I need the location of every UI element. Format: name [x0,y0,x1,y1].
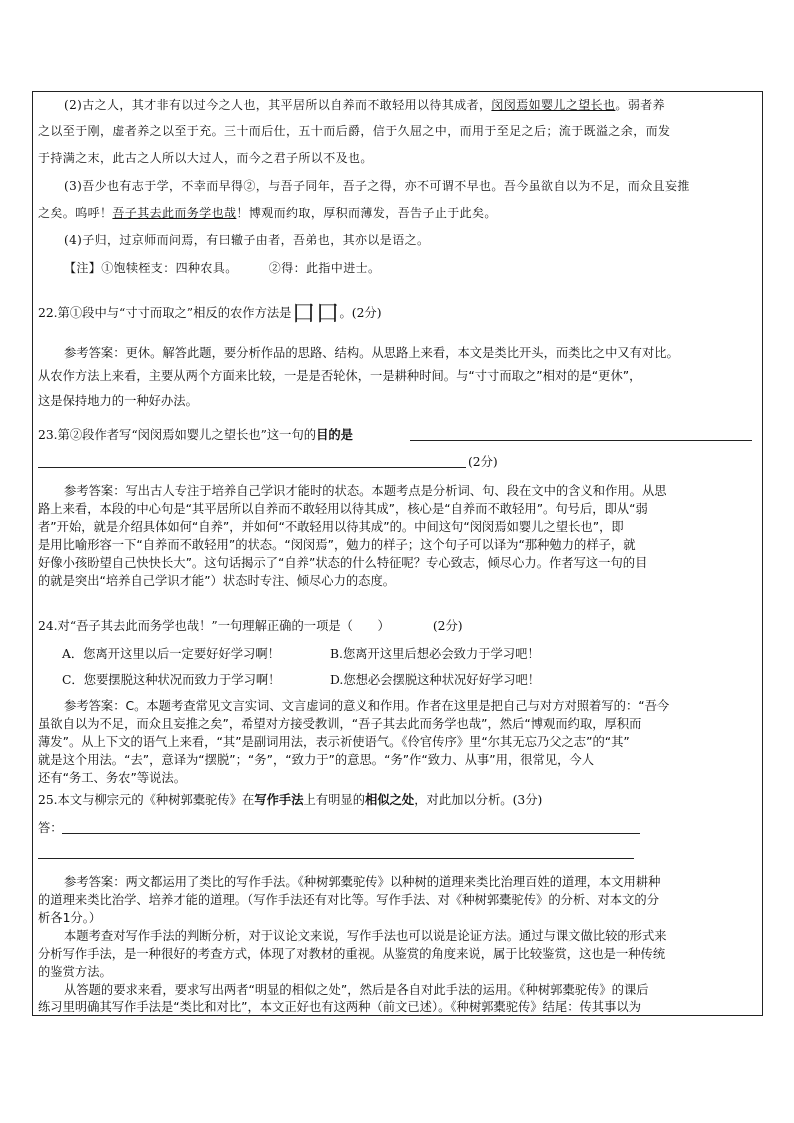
q25-answer-line: 参考答案：两文都运用了类比的写作手法。《种树郭橐驼传》以种树的道理来类比治理百姓的道理，本文用耕种 [64,875,661,889]
option-c: C．您要摆脱这种状况而致力于学习啊！ [62,673,281,687]
answer-blank-line [62,833,640,834]
q25-answer-line: 析各1分。） [38,911,102,925]
q25-answer-line: 练习里明确其写作手法是“类比和对比”，本文正好也有这两种（前文已述）。《种树郭橐驼传》结尾：传其事以为 [38,1000,641,1014]
underlined-sentence: 吾子其去此而务学也哉 [112,206,237,220]
q23-answer-line: 是用比喻形容一下“自养而不敢轻用”的状态。“闵闵焉”，勉力的样子；这个句子可以译为“那种勉力的样子，就 [38,538,636,552]
underlined-phrase: 闵闵焉如婴儿之望长也 [491,98,616,112]
passage-p2-line3: 于持满之末，此古之人所以大过人，而今之君子所以不及也。 [38,151,373,165]
q23-answer-line: 路上来看，本段的中心句是“其平居所以自养而不敢轻用以待其成”，核心是“自养而不敢轻用”。句号后，即从“弱 [38,502,648,516]
q23-answer-line: 参考答案：写出古人专注于培养自己学识才能时的状态。本题考点是分析词、句、段在文中的含义和作用。从思 [64,484,667,498]
q25-answer-line: 从答题的要求来看，要求写出两者“明显的相似之处”，然后是各自对此手法的运用。《种树郭橐驼传》的课后 [64,983,649,997]
q24-answer-line: 还有“务工、务农”等说法。 [38,771,187,785]
option-d: D.您想必会摆脱这种状况好好学习吧！ [330,673,541,687]
answer-label: 答： [38,821,63,835]
q23-score: (2分) [468,455,498,469]
q25-answer-line: 的鉴赏方法。 [38,965,112,979]
question-25: 25.本文与柳宗元的《种树郭橐驼传》在写作手法上有明显的相似之处，对此加以分析。(3分) [38,792,543,807]
passage-p3-line2: 之矣。呜呼！吾子其去此而务学也哉！博观而约取，厚积而薄发，吾告子止于此矣。 [38,206,497,220]
answer-blank-line [38,467,466,468]
answer-blank-line [410,440,752,441]
q24-answer-line: 虽欲自以为不足，而众且妄推之矣”，希望对方接受教训，“吾子其去此而务学也哉”，然后“博观而约取，厚积而 [38,717,642,731]
answer-boxes: 口口 [291,299,340,327]
q22-answer-line: 参考答案：更休。解答此题，要分析作品的思路、结构。从思路上来看，本文是类比开头，而类比之中又有对比。 [64,346,679,360]
passage-p3-line1: (3)吾少也有志于学，不幸而早得②，与吾子同年，吾子之得，亦不可谓不早也。吾今虽欲自以为不足，而众且妄推 [64,179,690,193]
passage-p2-line1: (2)古之人，其才非有以过今之人也，其平居所以自养而不敢轻用以待其成者，闵闵焉如婴儿之望长也。弱者养 [64,98,666,112]
option-b: B.您离开这里后想必会致力于学习吧！ [330,647,540,661]
q22-answer-line: 从农作方法上来看，主要从两个方面来比较，一是是否轮休，一是耕种时间。与“寸寸而取之”相对的是“更休”， [38,369,642,383]
question-22: 22.第①段中与“寸寸而取之”相反的农作方法是口口。(2分) [38,299,382,327]
passage-note: 【注】①饱犊桎支：四种农具。 ②得：此指中进士。 [64,261,381,275]
q24-answer-line: 薄发”。从上下文的语气上来看，“其”是副词用法，表示祈使语气。《伶官传序》里“尔其无忘乃父之志”的“其” [38,735,630,749]
q24-answer-line: 就是这个用法。“去”，意译为“摆脱”；“务”，“致力于”的意思。“务”作“致力、从事”用，很常见，今人 [38,753,595,767]
q23-answer-line: 者”开始，就是介绍具体如何“自养”，并如何“不敢轻用以待其成”的。中间这句“闵闵焉如婴儿之望长也”，即 [38,520,624,534]
q23-answer-line: 好像小孩盼望自己快快长大”。这句话揭示了“自养”状态的什么特征呢？专心致志，倾尽心力。作者写这一句的目 [38,556,648,570]
answer-blank-line [38,858,634,859]
q24-answer-line: 参考答案：C。本题考查常见文言实词、文言虚词的意义和作用。作者在这里是把自己与对方对照着写的：“吾今 [64,699,670,713]
passage-p4: (4)子归，过京师而问焉，有曰辙子由者，吾弟也，其亦以是语之。 [64,233,430,247]
q25-answer-line: 的道理来类比治学、培养才能的道理。（写作手法还有对比等。写作手法、对《种树郭橐驼传》的分析、对本文的分 [38,893,659,907]
question-23: 23.第②段作者写“闵闵焉如婴儿之望长也”这一句的目的是 [38,427,353,442]
q25-answer-line: 分析写作手法，是一种很好的考查方式，体现了对教材的重视。从鉴赏的角度来说，属于比较鉴赏，这也是一种传统 [38,947,666,961]
q23-answer-line: 的就是突出“培养自己学识才能”）状态时专注、倾尽心力的态度。 [38,574,396,588]
q25-answer-line: 本题考查对写作手法的判断分析，对于议论文来说，写作手法也可以说是论证方法。通过与课文做比较的形式来 [64,929,667,943]
passage-p2-line2: 之以至于刚，虚者养之以至于充。三十而后仕，五十而后爵，信于久屈之中，而用于至足之后；流于既溢之余，而发 [38,124,671,138]
question-24: 24.对“吾子其去此而务学也哉！”一句理解正确的一项是（ ） (2分) [38,619,463,633]
option-a: A．您离开这里以后一定要好好学习啊！ [62,647,280,661]
q22-answer-line: 这是保持地力的一种好办法。 [38,394,198,408]
